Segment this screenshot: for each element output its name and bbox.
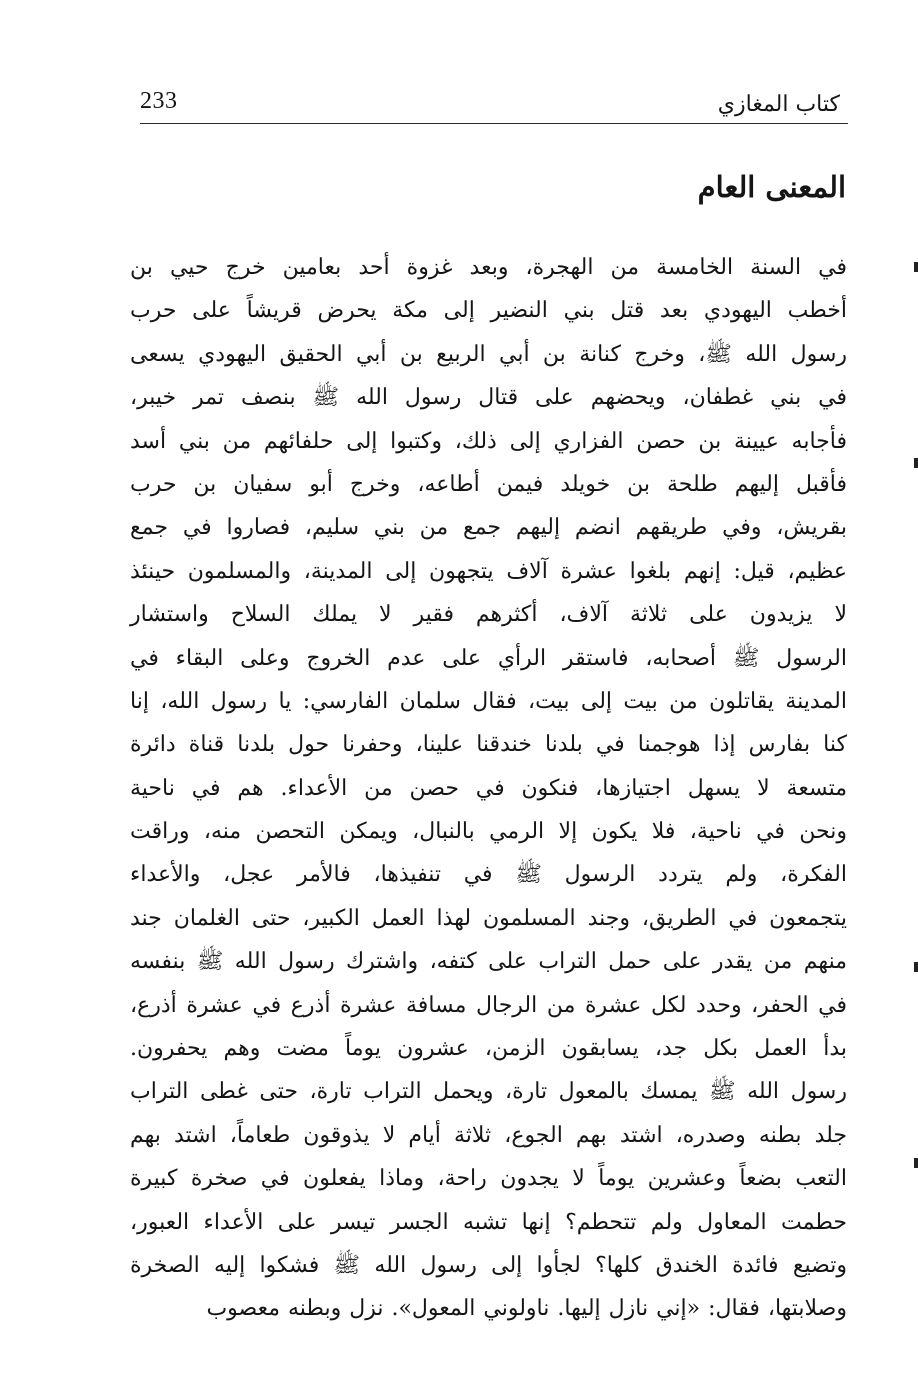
text-line: رسول الله ﷺ يمسك بالمعول تارة، ويحمل التراب تارة، حتى غطى التراب <box>130 1079 847 1105</box>
text-line: فأقبل إليهم طلحة بن خويلد فيمن أطاعه، وخرج أبو سفيان بن حرب <box>130 471 847 497</box>
margin-mark <box>914 1158 918 1168</box>
running-head: كتاب المغازي <box>717 92 840 117</box>
section-heading: المعنى العام <box>697 170 846 204</box>
text-line: يتجمعون في الطريق، وجند المسلمون لهذا العمل الكبير، حتى الغلمان جند <box>130 905 847 931</box>
text-line: ونحن في ناحية، فلا يكون إلا الرمي بالنبال، ويمكن التحصن منه، وراقت <box>130 819 847 845</box>
page-number: 233 <box>140 88 178 114</box>
margin-mark <box>914 262 918 272</box>
text-line: عظيم، قيل: إنهم بلغوا عشرة آلاف يتجهون إلى المدينة، والمسلمون حينئذ <box>130 558 848 584</box>
text-line: حطمت المعاول ولم تتحطم؟ إنها تشبه الجسر تيسر على الأعداء العبور، <box>130 1209 847 1235</box>
text-line: وصلابتها، فقال: «إني نازل إليها. ناولوني المعول». نزل وبطنه معصوب <box>206 1296 847 1322</box>
text-line: جلد بطنه وصدره، اشتد بهم الجوع، ثلاثة أيام لا يذوقون طعاماً، اشتد بهم <box>130 1122 847 1148</box>
margin-mark <box>914 458 918 468</box>
text-line: بقريش، وفي طريقهم انضم إليهم جمع من بني سليم، فصاروا في جمع <box>130 515 847 541</box>
text-line: كنا بفارس إذا هوجمنا في بلدنا خندقنا علينا، وحفرنا حول بلدنا قناة دائرة <box>130 732 847 758</box>
text-line: في الحفر، وحدد لكل عشرة من الرجال مسافة عشرة أذرع في عشرة أذرع، <box>130 992 847 1018</box>
text-line: الرسول ﷺ أصحابه، فاستقر الرأي على عدم الخروج وعلى البقاء في <box>130 645 847 671</box>
text-line: رسول الله ﷺ، وخرج كنانة بن أبي الربيع بن أبي الحقيق اليهودي يسعى <box>130 341 847 367</box>
text-line: في بني غطفان، ويحضهم على قتال رسول الله ﷺ بنصف تمر خيبر، <box>130 385 847 411</box>
page-header <box>140 88 840 128</box>
text-line: المدينة يقاتلون من بيت إلى بيت، فقال سلمان الفارسي: يا رسول الله، إنا <box>130 688 847 714</box>
text-line: فأجابه عيينة بن حصن الفزاري إلى ذلك، وكتبوا إلى حلفائهم من بني أسد <box>130 428 847 454</box>
text-line: أخطب اليهودي بعد قتل بني النضير إلى مكة يحرض قريشاً على حرب <box>130 298 847 324</box>
text-line: متسعة لا يسهل اجتيازها، فنكون في حصن من الأعداء. هم في ناحية <box>130 775 847 801</box>
text-line: الفكرة، ولم يتردد الرسول ﷺ في تنفيذها، فالأمر عجل، والأعداء <box>130 862 847 888</box>
text-line: بدأ العمل بكل جد، يسابقون الزمن، عشرون يوماً مضت وهم يحفرون. <box>130 1036 847 1062</box>
body-paragraph <box>130 246 847 1331</box>
margin-mark <box>914 962 918 972</box>
text-line: منهم من يقدر على حمل التراب على كتفه، واشترك رسول الله ﷺ بنفسه <box>130 949 847 975</box>
text-line: في السنة الخامسة من الهجرة، وبعد غزوة أحد بعامين خرج حيي بن <box>130 255 847 280</box>
text-line: التعب بضعاً وعشرين يوماً لا يجدون راحة، وماذا يفعلون في صخرة كبيرة <box>130 1166 847 1192</box>
text-line: وتضيع فائدة الخندق كلها؟ لجأوا إلى رسول الله ﷺ فشكوا إليه الصخرة <box>130 1252 847 1278</box>
text-line: لا يزيدون على ثلاثة آلاف، أكثرهم فقير لا يملك السلاح واستشار <box>130 602 847 628</box>
header-rule <box>140 123 848 124</box>
